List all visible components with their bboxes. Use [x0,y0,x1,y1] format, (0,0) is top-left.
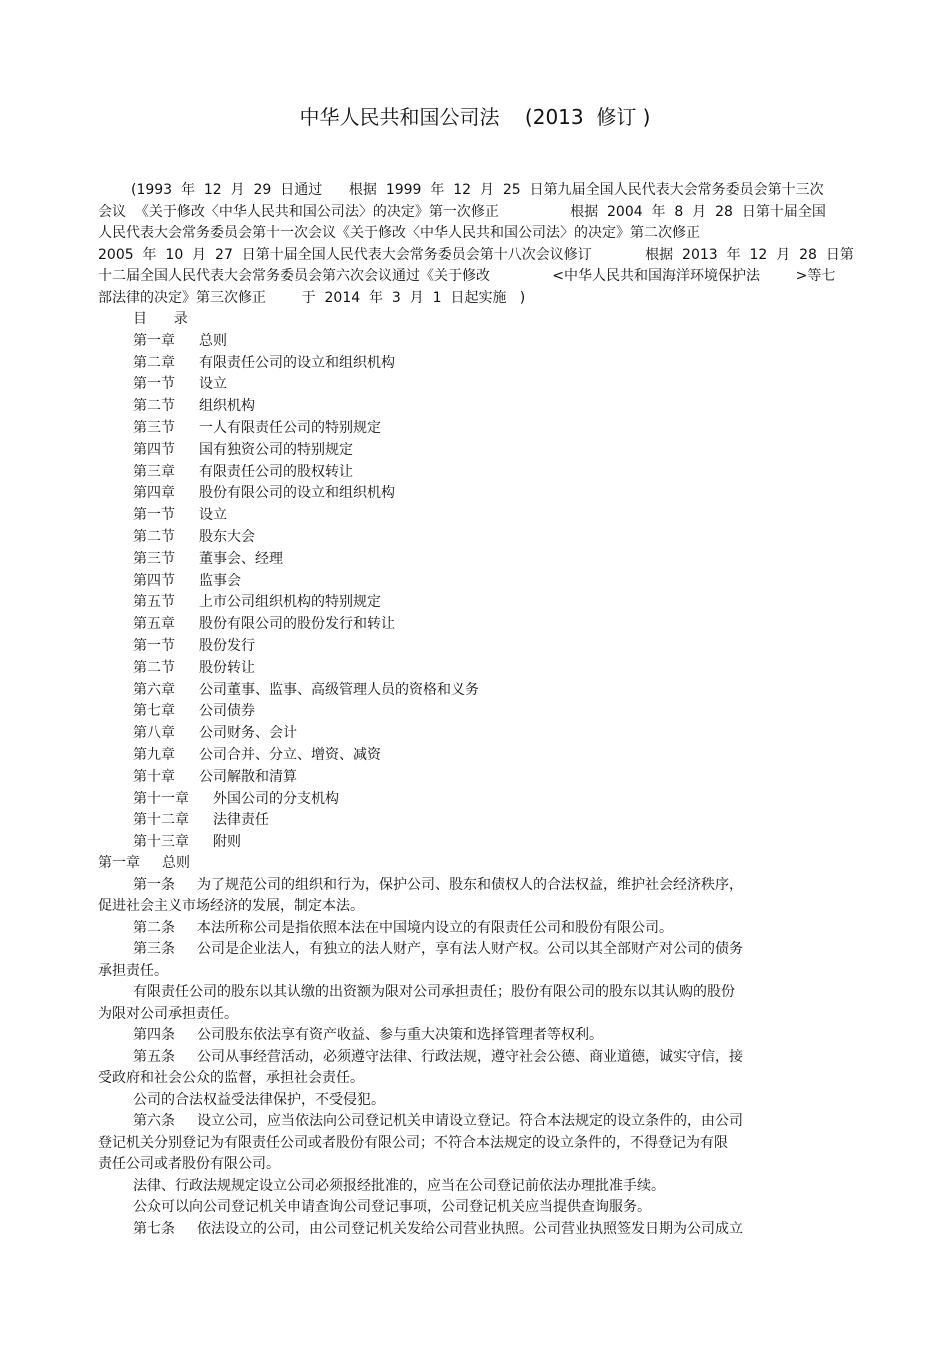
toc-item-label: 第四节 [133,572,175,589]
article-number: 第三条 [133,941,175,957]
article-line [98,1025,798,1047]
toc-item [133,636,733,658]
toc-item [133,418,733,440]
toc-list [133,331,733,854]
article-number: 第一条 [133,876,175,893]
preamble-line: 会议 《关于修改〈中华人民共和国公司法〉的决定》第一次修正 根据 2004 年 8 月 28 日第十届全国 [98,203,826,220]
toc-item-title: 一人有限责任公司的特别规定 [199,419,381,436]
article-line [98,1219,798,1241]
text-line [98,1197,798,1219]
line-text: 公司股东依法享有资产收益、参与重大决策和选择管理者等权利。 [197,1027,603,1043]
article-line [98,1047,798,1069]
toc-item [133,701,733,723]
toc-item-label: 第四章 [133,485,175,502]
document-title: 中华人民共和国公司法 (2013 修订 ) [299,105,651,129]
toc-item-label: 第三节 [133,419,175,436]
toc-item-label: 第二节 [133,659,175,676]
line-text: 法律、行政法规规定设立公司必须报经批准的，应当在公司登记前依法办理批准手续。 [133,1177,665,1194]
toc-item-title: 股东大会 [199,528,255,545]
article-number: 第六条 [133,1113,175,1129]
toc-item [133,789,733,811]
toc-item [133,549,733,571]
line-text: 公司从事经营活动，必须遵守法律、行政法规，遵守社会公德、商业道德，诚实守信，接 [197,1048,743,1065]
text-line [98,1090,798,1112]
preamble-line: 部法律的决定》第三次修正 于 2014 年 3 月 1 日起实施 ) [98,289,526,306]
toc-item-label: 第二节 [133,528,175,545]
chapter-heading [98,853,798,875]
line-text: 受政府和社会公众的监督，承担社会责任。 [98,1070,364,1086]
article-number: 第四条 [133,1027,175,1043]
toc-item-label: 第一章 [133,332,175,349]
text-line [98,1154,798,1176]
toc-item [133,353,733,375]
toc-item [133,571,733,593]
toc-item [133,614,733,636]
toc-item-title: 总则 [199,332,227,349]
toc-item [133,462,733,484]
line-text: 促进社会主义市场经济的发展，制定本法。 [98,898,364,914]
toc-item-label: 第一节 [133,376,175,393]
toc-item-label: 第五章 [133,616,175,633]
line-text: 公司是企业法人，有独立的法人财产，享有法人财产权。公司以其全部财产对公司的债务 [197,941,743,957]
article-line [98,1111,798,1133]
toc-item-title: 上市公司组织机构的特别规定 [199,594,381,611]
text-line [98,1068,798,1090]
toc-item-label: 第十一章 [133,790,189,807]
line-text: 公司的合法权益受法律保护，不受侵犯。 [133,1091,385,1108]
toc-item [133,396,733,418]
toc-item [133,483,733,505]
line-text: 本法所称公司是指依照本法在中国境内设立的有限责任公司和股份有限公司。 [197,919,673,936]
toc-item [133,331,733,353]
text-line [98,1176,798,1198]
toc-item-label: 第六章 [133,681,175,698]
toc-item-title: 股份有限公司的股份发行和转让 [199,616,395,633]
toc-item [133,767,733,789]
toc-item-label: 第八章 [133,725,175,742]
toc-item-title: 有限责任公司的设立和组织机构 [199,354,395,371]
toc-item-label: 第四节 [133,441,175,458]
line-text: 为了规范公司的组织和行为，保护公司、股东和债权人的合法权益，维护社会经济秩序， [197,876,743,893]
article-number: 第二条 [133,919,175,936]
line-text: 为限对公司承担责任。 [98,1005,238,1022]
toc-item [133,527,733,549]
toc-item-label: 第二节 [133,398,175,415]
toc-item-label: 第三章 [133,463,175,480]
line-text: 设立公司，应当依法向公司登记机关申请设立登记。符合本法规定的设立条件的，由公司 [197,1113,743,1129]
toc-item-title: 组织机构 [199,398,255,415]
toc-item-title: 股份发行 [199,637,255,654]
toc-item-title: 设立 [199,376,227,393]
toc-item [133,832,733,854]
text-line [98,896,798,918]
toc-item-title: 公司董事、监事、高级管理人员的资格和义务 [199,681,479,698]
article-line [98,875,798,897]
toc-item [133,745,733,767]
toc-item-title: 设立 [199,507,227,524]
toc-item-title: 公司合并、分立、增资、减资 [199,746,381,763]
toc-item [133,680,733,702]
body-lines [98,875,798,1241]
body-text [98,853,798,1240]
line-text: 登记机关分别登记为有限责任公司或者股份有限公司；不符合本法规定的设立条件的，不得登记为有限 [98,1134,728,1151]
article-number: 第七条 [133,1220,175,1237]
line-text: 公众可以向公司登记机关申请查询公司登记事项，公司登记机关应当提供查询服务。 [133,1199,651,1215]
chapter-title: 总则 [162,855,190,871]
toc-item [133,723,733,745]
toc-item-title: 董事会、经理 [199,550,283,567]
toc-item-title: 股份转让 [199,659,255,676]
toc-item-title: 有限责任公司的股权转让 [199,463,353,480]
toc-item-label: 第二章 [133,354,175,371]
toc-item-title: 股份有限公司的设立和组织机构 [199,485,395,502]
article-line [98,939,798,961]
toc-item-label: 第十二章 [133,812,189,829]
table-of-contents [133,309,733,854]
preamble-line: 十二届全国人民代表大会常务委员会第六次会议通过《关于修改 <中华人民共和国海洋环境保护法 >等七 [98,268,836,285]
text-line [98,1004,798,1026]
preamble-line: (1993 年 12 月 29 日通过 根据 1999 年 12 月 25 日第九届全国人民代表大会常务委员会第十三次 [131,182,824,198]
toc-item [133,592,733,614]
preamble-line: 2005 年 10 月 27 日第十届全国人民代表大会常务委员会第十八次会议修订 根据 2013 年 12 月 28 日第 [98,246,854,263]
line-text: 承担责任。 [98,962,168,979]
toc-item [133,505,733,527]
text-line [98,982,798,1004]
article-line [98,918,798,940]
toc-item-title: 外国公司的分支机构 [213,790,339,807]
toc-item [133,658,733,680]
toc-item-title: 公司财务、会计 [199,725,297,742]
preamble-line: 人民代表大会常务委员会第十一次会议《关于修改〈中华人民共和国公司法〉的决定》第二次修正 [98,225,700,242]
toc-item-label: 第三节 [133,550,175,567]
chapter-label: 第一章 [98,855,140,871]
toc-item-title: 法律责任 [213,812,269,829]
toc-item-label: 第一节 [133,637,175,654]
toc-item [133,440,733,462]
toc-item [133,810,733,832]
preamble [98,180,858,310]
toc-item-title: 公司债券 [199,703,255,720]
text-line [98,961,798,983]
toc-item-label: 第七章 [133,703,175,720]
line-text: 责任公司或者股份有限公司。 [98,1156,280,1172]
toc-item [133,374,733,396]
toc-item-title: 国有独资公司的特别规定 [199,441,353,458]
toc-item-label: 第一节 [133,507,175,524]
toc-item-label: 第十章 [133,768,175,785]
article-number: 第五条 [133,1048,175,1065]
toc-heading: 目 录 [133,311,188,327]
line-text: 依法设立的公司，由公司登记机关发给公司营业执照。公司营业执照签发日期为公司成立 [197,1220,743,1237]
toc-item-title: 附则 [213,834,241,851]
toc-item-title: 监事会 [199,572,241,589]
text-line [98,1133,798,1155]
toc-item-title: 公司解散和清算 [199,768,297,785]
toc-item-label: 第九章 [133,746,175,763]
line-text: 有限责任公司的股东以其认缴的出资额为限对公司承担责任；股份有限公司的股东以其认购的股份 [133,984,735,1000]
toc-item-label: 第十三章 [133,834,189,851]
toc-item-label: 第五节 [133,594,175,611]
